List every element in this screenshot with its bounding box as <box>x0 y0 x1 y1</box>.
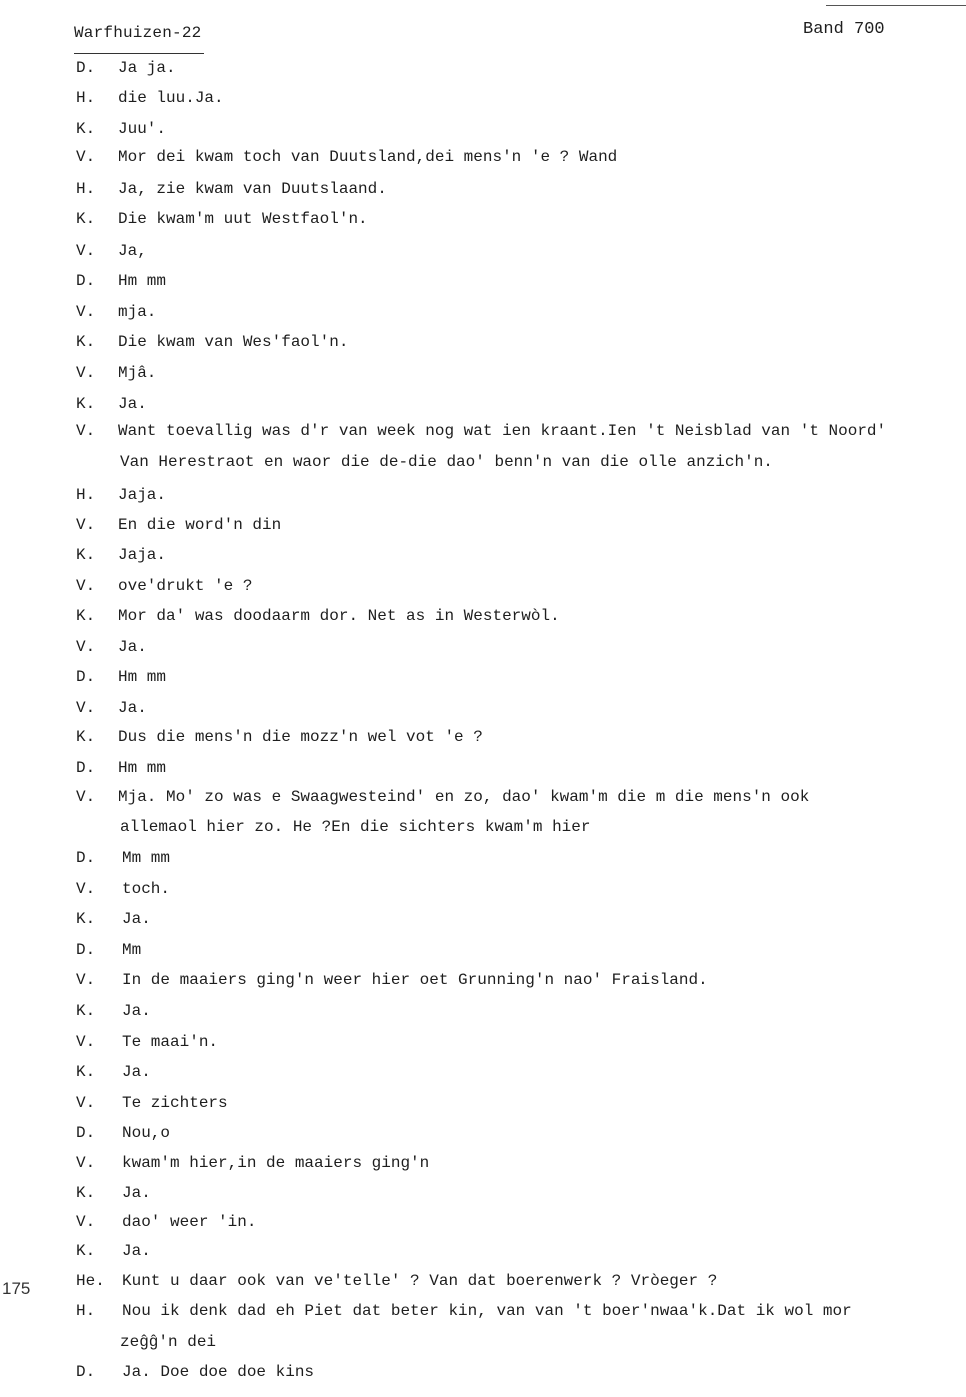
utterance-text: Dus die mens'n die mozz'n wel vot 'e ? <box>118 728 483 746</box>
utterance-text: In de maaiers ging'n weer hier oet Grunning'n nao' Fraisland. <box>122 971 708 989</box>
transcript-line <box>0 271 966 291</box>
speaker-label: V. <box>76 880 96 898</box>
transcript-line <box>0 88 966 108</box>
utterance-text: Ja. <box>122 1242 151 1260</box>
transcript-line <box>0 1271 966 1291</box>
transcript-line <box>0 698 966 718</box>
utterance-text: ove'drukt 'e ? <box>118 577 253 595</box>
utterance-continuation: zeĝĝ'n dei <box>120 1333 217 1351</box>
transcript-line <box>0 1062 966 1082</box>
utterance-text: Juu'. <box>118 120 167 138</box>
utterance-continuation: Van Herestraot en waor die de-die dao' benn'n van die olle anzich'n. <box>120 453 773 471</box>
utterance-text: Ja. <box>122 1002 151 1020</box>
utterance-text: Ja. <box>122 1063 151 1081</box>
speaker-label: V. <box>76 638 96 656</box>
speaker-label: V. <box>76 1094 96 1112</box>
transcript-line <box>0 848 966 868</box>
transcript-line <box>0 394 966 414</box>
utterance-text: Mor da' was doodaarm dor. Net as in Westerwòl. <box>118 607 560 625</box>
utterance-text: Want toevallig was d'r van week nog wat ien kraant.Ien 't Neisblad van 't Noord' <box>118 422 887 440</box>
speaker-label: K. <box>76 1002 96 1020</box>
speaker-label: K. <box>76 1242 96 1260</box>
transcript-line <box>0 787 966 807</box>
transcript-line <box>0 1001 966 1021</box>
speaker-label: V. <box>76 364 96 382</box>
transcript-line <box>0 576 966 596</box>
speaker-label: K. <box>76 120 96 138</box>
transcript-line <box>0 1241 966 1261</box>
speaker-label: K. <box>76 210 96 228</box>
speaker-label: K. <box>76 728 96 746</box>
transcript-line <box>0 817 966 837</box>
speaker-label: K. <box>76 395 96 413</box>
utterance-text: dao' weer 'in. <box>122 1213 257 1231</box>
transcript-line <box>0 606 966 626</box>
speaker-label: He. <box>76 1272 105 1290</box>
speaker-label: V. <box>76 516 96 534</box>
utterance-text: Hm mm <box>118 759 167 777</box>
transcript-line <box>0 1332 966 1352</box>
transcript-line <box>0 119 966 139</box>
speaker-label: D. <box>76 941 96 959</box>
utterance-text: Ja. <box>118 395 147 413</box>
transcript-line <box>0 452 966 472</box>
speaker-label: K. <box>76 910 96 928</box>
transcript-line <box>0 421 966 441</box>
transcript-line <box>0 1212 966 1232</box>
utterance-text: die luu.Ja. <box>118 89 224 107</box>
utterance-text: Ja. <box>122 910 151 928</box>
speaker-label: D. <box>76 759 96 777</box>
transcript-line <box>0 179 966 199</box>
speaker-label: V. <box>76 242 96 260</box>
utterance-text: Ja. <box>122 1184 151 1202</box>
utterance-text: Die kwam van Wes'faol'n. <box>118 333 349 351</box>
utterance-text: En die word'n din <box>118 516 282 534</box>
utterance-text: Ja. <box>118 638 147 656</box>
transcript-line <box>0 1362 966 1382</box>
utterance-text: Mor dei kwam toch van Duutsland,dei mens'n 'e ? Wand <box>118 148 618 166</box>
transcript-line <box>0 363 966 383</box>
utterance-text: Hm mm <box>118 272 167 290</box>
speaker-label: D. <box>76 1363 96 1381</box>
transcript-line <box>0 879 966 899</box>
speaker-label: V. <box>76 1154 96 1172</box>
utterance-text: kwam'm hier,in de maaiers ging'n <box>122 1154 430 1172</box>
transcript-line <box>0 758 966 778</box>
speaker-label: V. <box>76 1033 96 1051</box>
utterance-text: Ja. Doe doe doe kins <box>122 1363 315 1381</box>
transcript-line <box>0 1032 966 1052</box>
speaker-label: K. <box>76 607 96 625</box>
utterance-text: toch. <box>122 880 171 898</box>
transcript-line <box>0 1301 966 1321</box>
speaker-label: V. <box>76 699 96 717</box>
utterance-text: Jaja. <box>118 486 167 504</box>
utterance-text: Mm <box>122 941 142 959</box>
speaker-label: H. <box>76 89 96 107</box>
transcript-line <box>0 241 966 261</box>
transcript-line <box>0 485 966 505</box>
transcript-line <box>0 545 966 565</box>
transcript-line <box>0 909 966 929</box>
transcript-line <box>0 58 966 78</box>
speaker-label: K. <box>76 1063 96 1081</box>
transcript-line <box>0 970 966 990</box>
speaker-label: D. <box>76 272 96 290</box>
transcript-line <box>0 667 966 687</box>
transcript-line <box>0 302 966 322</box>
speaker-label: H. <box>76 486 96 504</box>
document-title: Warfhuizen-22 <box>74 24 202 42</box>
utterance-text: Ja, <box>118 242 147 260</box>
transcript-line <box>0 637 966 657</box>
speaker-label: V. <box>76 148 96 166</box>
utterance-text: mja. <box>118 303 157 321</box>
speaker-label: D. <box>76 1124 96 1142</box>
utterance-text: Te zichters <box>122 1094 228 1112</box>
utterance-text: Kunt u daar ook van ve'telle' ? Van dat boerenwerk ? Vròeger ? <box>122 1272 718 1290</box>
transcript-line <box>0 1093 966 1113</box>
speaker-label: D. <box>76 59 96 77</box>
speaker-label: K. <box>76 1184 96 1202</box>
speaker-label: D. <box>76 849 96 867</box>
speaker-label: V. <box>76 971 96 989</box>
utterance-text: Nou,o <box>122 1124 171 1142</box>
speaker-label: K. <box>76 333 96 351</box>
transcript-line <box>0 727 966 747</box>
utterance-text: Die kwam'm uut Westfaol'n. <box>118 210 368 228</box>
utterance-text: Mm mm <box>122 849 171 867</box>
speaker-label: H. <box>76 1302 96 1320</box>
utterance-text: Jaja. <box>118 546 167 564</box>
speaker-label: V. <box>76 422 96 440</box>
utterance-text: Mjâ. <box>118 364 157 382</box>
speaker-label: V. <box>76 788 96 806</box>
utterance-text: Ja ja. <box>118 59 176 77</box>
transcript-line <box>0 1123 966 1143</box>
transcript-line <box>0 1153 966 1173</box>
transcript-line <box>0 209 966 229</box>
transcript-line <box>0 147 966 167</box>
utterance-text: Ja, zie kwam van Duutslaand. <box>118 180 387 198</box>
utterance-text: Nou ik denk dad eh Piet dat beter kin, van van 't boer'nwaa'k.Dat ik wol mor <box>122 1302 852 1320</box>
transcript-line <box>0 332 966 352</box>
utterance-continuation: allemaol hier zo. He ?En die sichters kwam'm hier <box>120 818 591 836</box>
margin-line-number: 175 <box>2 1279 31 1298</box>
speaker-label: H. <box>76 180 96 198</box>
transcript-line <box>0 515 966 535</box>
speaker-label: V. <box>76 1213 96 1231</box>
transcript-line <box>0 1183 966 1203</box>
utterance-text: Mja. Mo' zo was e Swaagwesteind' en zo, dao' kwam'm die m die mens'n ook <box>118 788 810 806</box>
transcript-line <box>0 940 966 960</box>
speaker-label: K. <box>76 546 96 564</box>
utterance-text: Hm mm <box>118 668 167 686</box>
speaker-label: D. <box>76 668 96 686</box>
band-label: Band 700 <box>803 20 885 39</box>
speaker-label: V. <box>76 303 96 321</box>
speaker-label: V. <box>76 577 96 595</box>
utterance-text: Te maai'n. <box>122 1033 219 1051</box>
utterance-text: Ja. <box>118 699 147 717</box>
